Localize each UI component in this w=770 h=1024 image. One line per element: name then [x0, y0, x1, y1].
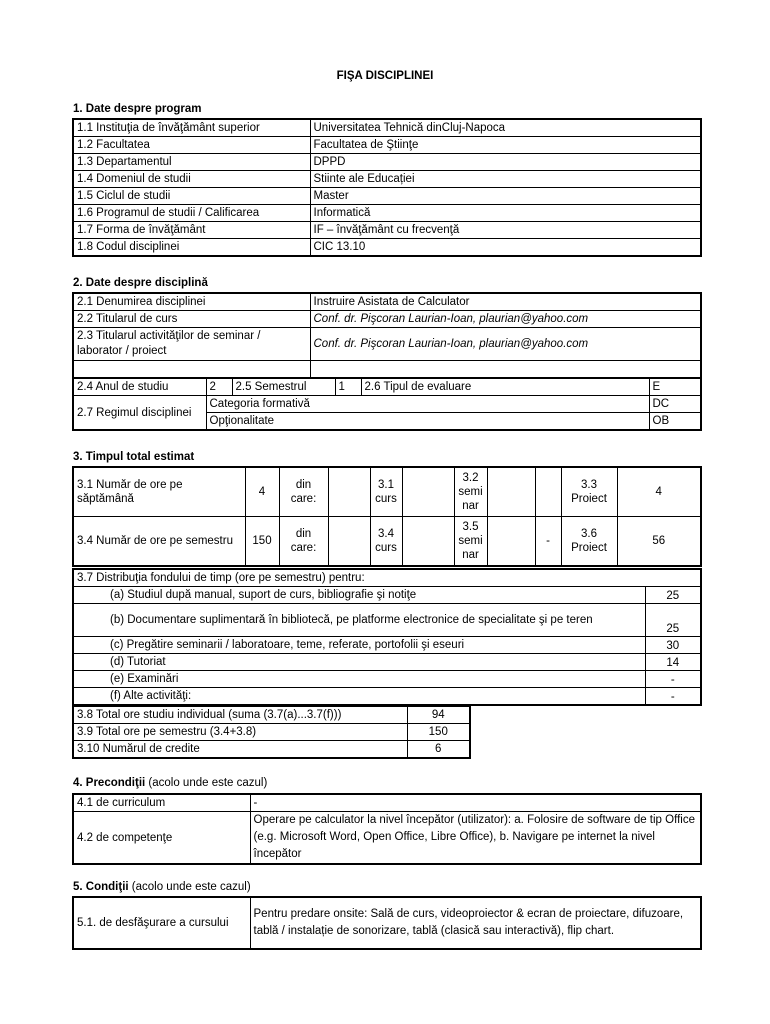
titular-curs-value: Conf. dr. Pişcoran Laurian-Ioan, plaurian@yahoo.com: [310, 311, 701, 328]
table-row: [73, 569, 701, 587]
total-label: 3.10 Numărul de credite: [73, 741, 407, 759]
program-value: IF – învăţământ cu frecvenţă: [310, 222, 701, 239]
categoria-label: Categoria formativă: [206, 396, 649, 413]
ore-saptamana-label: 3.1 Număr de ore pe săptămână: [73, 467, 245, 517]
curs-blank: [328, 517, 370, 567]
section-2-heading: 2. Date despre disciplină: [73, 277, 208, 289]
table-row: [73, 706, 470, 724]
table-row: [73, 328, 701, 361]
curs-label: 3.4 curs: [370, 517, 402, 567]
program-value: DPPD: [310, 154, 701, 171]
table-row: [73, 396, 701, 413]
table-row: [73, 812, 701, 865]
totals-table: [72, 705, 471, 759]
discipline-table-b: [72, 377, 702, 431]
seminar-value: [487, 467, 535, 517]
distributie-item: (d) Tutoriat: [73, 654, 645, 671]
table-row: [73, 897, 701, 949]
section-4-heading: 4. Precondiţii (acolo unde este cazul): [73, 777, 268, 789]
table-row: [73, 205, 701, 222]
section-3-heading: 3. Timpul total estimat: [73, 451, 195, 463]
denumire-label: 2.1 Denumirea disciplinei: [73, 293, 310, 311]
proiect-label: 3.6 Proiect: [561, 517, 617, 567]
distributie-item: (c) Pregătire seminarii / laboratoare, teme, referate, portofolii şi eseuri: [73, 637, 645, 654]
seminar-label: 3.2 semi nar: [454, 467, 487, 517]
distributie-hours: -: [645, 688, 701, 706]
table-row: [73, 604, 701, 637]
program-value: Master: [310, 188, 701, 205]
table-row: [73, 587, 701, 604]
total-value: 94: [407, 706, 470, 724]
distribution-table: [72, 568, 702, 706]
total-label: 3.8 Total ore studiu individual (suma (3.7(a)...3.7(f))): [73, 706, 407, 724]
table-row: [73, 688, 701, 706]
evaluare-label: 2.6 Tipul de evaluare: [361, 378, 649, 396]
din-care-label: din care:: [279, 467, 328, 517]
preconditions-table: [72, 793, 702, 865]
titular-seminar-label: 2.3 Titularul activităţilor de seminar / laborator / proiect: [73, 328, 310, 361]
evaluare-value: E: [649, 378, 701, 396]
table-row: [73, 311, 701, 328]
categoria-value: DC: [649, 396, 701, 413]
distributie-hours: 25: [645, 604, 701, 637]
table-row: [73, 222, 701, 239]
curriculum-label: 4.1 de curriculum: [73, 794, 250, 812]
ore-semestru-value: 150: [245, 517, 279, 567]
curs-blank: [328, 467, 370, 517]
time-table: [72, 466, 702, 567]
program-label: 1.1 Instituţia de învăţământ superior: [73, 119, 310, 137]
seminar-dash: [535, 467, 561, 517]
table-row: [73, 741, 470, 759]
competente-value: Operare pe calculator la nivel începător (utilizator): a. Folosire de software de tip Office (e.g. Microsoft Word, Open Office, Libre Office), b. Navigare pe internet la nivel începător: [250, 812, 701, 865]
distributie-item: (a) Studiul după manual, suport de curs, bibliografie şi notiţe: [73, 587, 645, 604]
program-value: Universitatea Tehnică dinCluj-Napoca: [310, 119, 701, 137]
program-value: CIC 13.10: [310, 239, 701, 257]
discipline-table-a: [72, 292, 702, 379]
program-label: 1.7 Forma de învăţământ: [73, 222, 310, 239]
total-value: 6: [407, 741, 470, 759]
program-value: Informatică: [310, 205, 701, 222]
program-label: 1.4 Domeniul de studii: [73, 171, 310, 188]
proiect-value: 56: [617, 517, 701, 567]
table-row: [73, 724, 470, 741]
denumire-value: Instruire Asistata de Calculator: [310, 293, 701, 311]
desfasurare-curs-label: 5.1. de desfăşurare a cursului: [73, 897, 250, 949]
curs-value: [402, 517, 454, 567]
ore-semestru-label: 3.4 Număr de ore pe semestru: [73, 517, 245, 567]
program-value: Facultatea de Ştiinţe: [310, 137, 701, 154]
regim-label: 2.7 Regimul disciplinei: [73, 396, 206, 431]
table-row: [73, 654, 701, 671]
titular-curs-label: 2.2 Titularul de curs: [73, 311, 310, 328]
semestru-label: 2.5 Semestrul: [232, 378, 335, 396]
competente-label: 4.2 de competenţe: [73, 812, 250, 865]
desfasurare-curs-value: Pentru predare onsite: Sală de curs, videoproiector & ecran de proiectare, difuzoare, tablă / instalație de sonorizare, tablă (clasică sau interactivă), flip chart.: [250, 897, 701, 949]
table-row: [73, 467, 701, 517]
an-studiu-value: 2: [206, 378, 232, 396]
program-label: 1.2 Facultatea: [73, 137, 310, 154]
table-row: [73, 154, 701, 171]
blank-cell: [73, 361, 310, 379]
seminar-label: 3.5 semi nar: [454, 517, 487, 567]
seminar-value: [487, 517, 535, 567]
din-care-label: din care:: [279, 517, 328, 567]
semestru-value: 1: [335, 378, 361, 396]
ore-saptamana-value: 4: [245, 467, 279, 517]
seminar-dash: -: [535, 517, 561, 567]
program-value: Stiinte ale Educației: [310, 171, 701, 188]
proiect-label: 3.3 Proiect: [561, 467, 617, 517]
optionalitate-label: Opţionalitate: [206, 413, 649, 431]
program-table: [72, 118, 702, 257]
total-label: 3.9 Total ore pe semestru (3.4+3.8): [73, 724, 407, 741]
table-row: [73, 293, 701, 311]
proiect-value: 4: [617, 467, 701, 517]
table-row: [73, 361, 701, 379]
document-title: FIŞA DISCIPLINEI: [336, 70, 434, 82]
distributie-hours: -: [645, 671, 701, 688]
table-row: [73, 119, 701, 137]
total-value: 150: [407, 724, 470, 741]
section-1-heading: 1. Date despre program: [73, 103, 202, 115]
table-row: [73, 637, 701, 654]
an-studiu-label: 2.4 Anul de studiu: [73, 378, 206, 396]
curs-label: 3.1 curs: [370, 467, 402, 517]
curs-value: [402, 467, 454, 517]
titular-seminar-value: Conf. dr. Pişcoran Laurian-Ioan, plaurian@yahoo.com: [310, 328, 701, 361]
table-row: [73, 517, 701, 567]
table-row: [73, 794, 701, 812]
optionalitate-value: OB: [649, 413, 701, 431]
distributie-heading: 3.7 Distribuţia fondului de timp (ore pe semestru) pentru:: [73, 569, 701, 587]
program-label: 1.5 Ciclul de studii: [73, 188, 310, 205]
program-label: 1.6 Programul de studii / Calificarea: [73, 205, 310, 222]
curriculum-value: -: [250, 794, 701, 812]
table-row: [73, 239, 701, 257]
distributie-item: (f) Alte activităţi:: [73, 688, 645, 706]
distributie-hours: 14: [645, 654, 701, 671]
distributie-hours: 30: [645, 637, 701, 654]
table-row: [73, 378, 701, 396]
distributie-hours: 25: [645, 587, 701, 604]
distributie-item: (b) Documentare suplimentară în bibliotecă, pe platforme electronice de specialitate şi pe teren: [73, 604, 645, 637]
program-label: 1.3 Departamentul: [73, 154, 310, 171]
program-label: 1.8 Codul disciplinei: [73, 239, 310, 257]
table-row: [73, 671, 701, 688]
table-row: [73, 188, 701, 205]
blank-cell: [310, 361, 701, 379]
section-5-heading: 5. Condiţii (acolo unde este cazul): [73, 881, 251, 893]
conditions-table: [72, 896, 702, 950]
table-row: [73, 137, 701, 154]
table-row: [73, 171, 701, 188]
distributie-item: (e) Examinări: [73, 671, 645, 688]
